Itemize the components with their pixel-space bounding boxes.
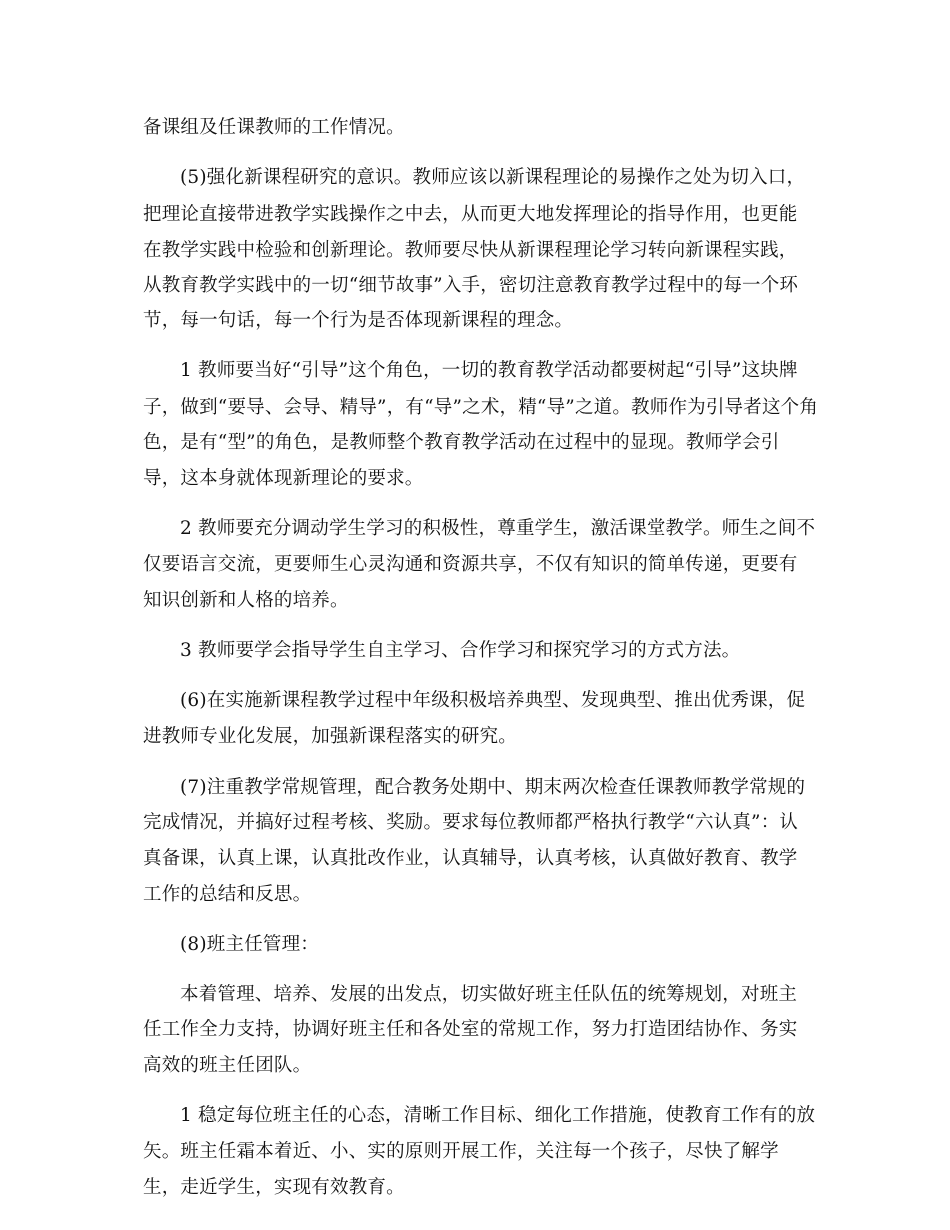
text-line: 色，是有“型”的角色，是教师整个教育教学活动在过程中的显现。教师学会引 — [143, 432, 780, 453]
text-line: 仅要语言交流，更要师生心灵沟通和资源共享，不仅有知识的简单传递，更要有 — [143, 554, 798, 575]
text-line: 知识创新和人格的培养。 — [143, 590, 349, 611]
text-line: 任工作全力支持，协调好班主任和各处室的常规工作，努力打造团结协作、务实 — [143, 1019, 798, 1040]
text-line: 完成情况，并搞好过程考核、奖励。要求每位教师都严格执行教学“六认真”：认 — [143, 812, 799, 833]
text-line: (8)班主任管理： — [180, 934, 320, 955]
text-line: 2 教师要充分调动学生学习的积极性，尊重学生，激活课堂教学。师生之间不 — [180, 518, 816, 539]
text-line: (7)注重教学常规管理，配合教务处期中、期末两次检查任课教师教学常规的 — [180, 777, 806, 798]
text-line: (5)强化新课程研究的意识。教师应该以新课程理论的易操作之处为切入口， — [180, 167, 806, 188]
text-line: 本着管理、培养、发展的出发点，切实做好班主任队伍的统筹规划，对班主 — [180, 984, 798, 1005]
text-line: 从教育教学实践中的一切“细节故事”入手，密切注意教育教学过程中的每一个环 — [143, 275, 799, 296]
text-line: 节，每一句话，每一个行为是否体现新课程的理念。 — [143, 310, 574, 331]
text-line: 1 教师要当好“引导”这个角色，一切的教育教学活动都要树起“引导”这块牌 — [180, 360, 798, 381]
text-line: 真备课，认真上课，认真批改作业，认真辅导，认真考核，认真做好教育、教学 — [143, 848, 798, 869]
text-line: 备课组及任课教师的工作情况。 — [143, 117, 405, 138]
text-line: 在教学实践中检验和创新理论。教师要尽快从新课程理论学习转向新课程实践， — [143, 240, 798, 261]
text-line: 生，走近学生，实现有效教育。 — [143, 1177, 405, 1198]
text-line: 进教师专业化发展，加强新课程落实的研究。 — [143, 726, 518, 747]
text-line: 导，这本身就体现新理论的要求。 — [143, 468, 424, 489]
text-line: 子，做到“要导、会导、精导”，有“导”之术，精“导”之道。教师作为引导者这个角 — [143, 397, 819, 418]
text-line: 矢。班主任霜本着近、小、实的原则开展工作，关注每一个孩子，尽快了解学 — [143, 1141, 779, 1162]
text-line: 3 教师要学会指导学生自主学习、合作学习和探究学习的方式方法。 — [180, 640, 741, 661]
text-line: 高效的班主任团队。 — [143, 1055, 312, 1076]
text-line: 把理论直接带进教学实践操作之中去，从而更大地发挥理论的指导作用，也更能 — [143, 204, 798, 225]
text-line: 工作的总结和反思。 — [143, 884, 312, 905]
text-line: 1 稳定每位班主任的心态，清晰工作目标、细化工作措施，使教育工作有的放 — [180, 1105, 816, 1126]
text-line: (6)在实施新课程教学过程中年级积极培养典型、发现典型、推出优秀课，促 — [180, 690, 806, 711]
